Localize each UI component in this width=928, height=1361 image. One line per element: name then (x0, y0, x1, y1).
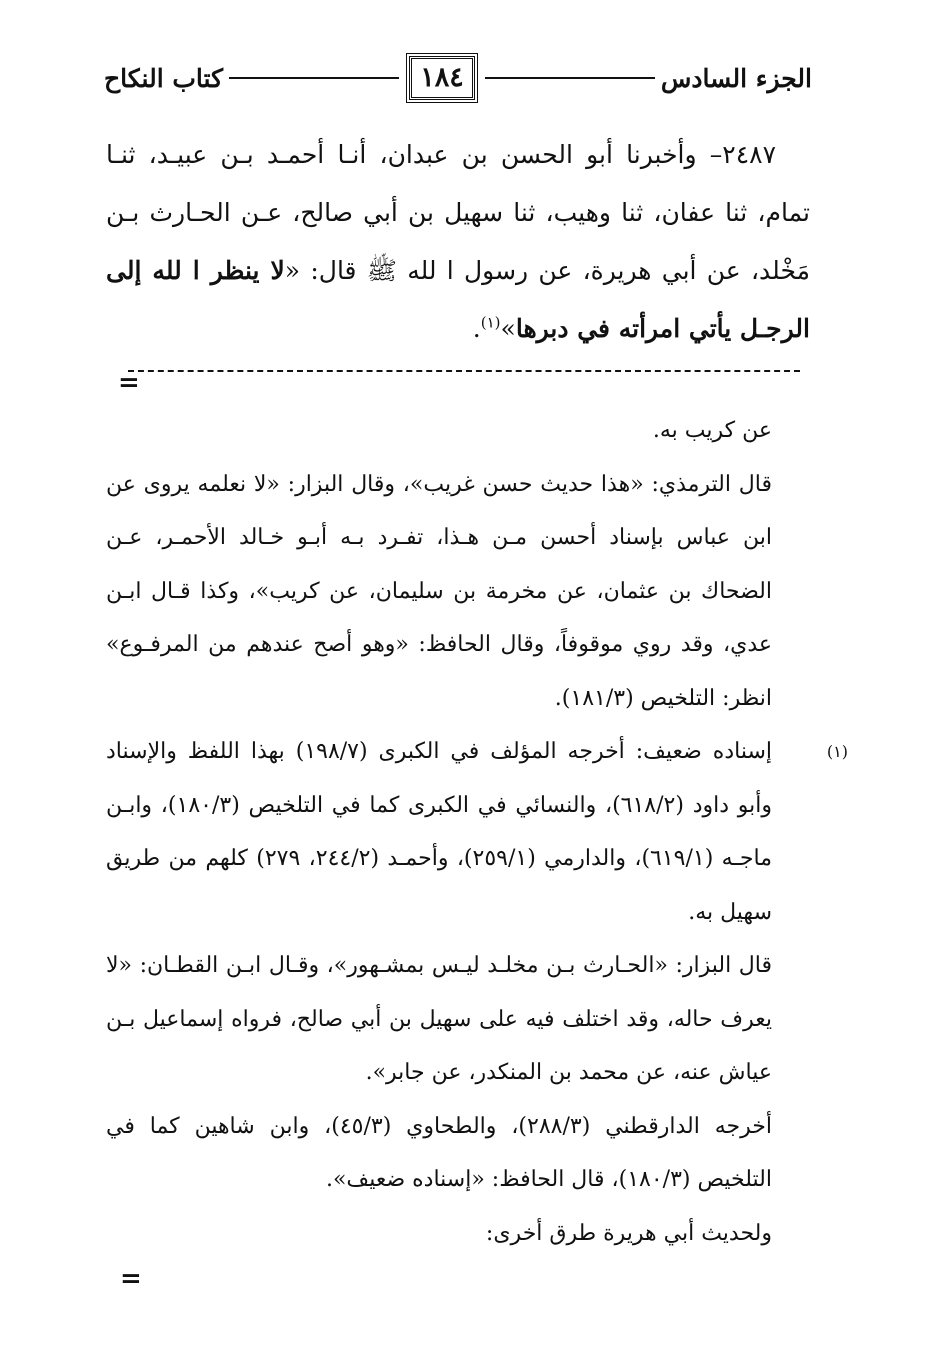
footnote-reference: (١) (480, 313, 501, 332)
hadith-text (106, 126, 810, 358)
footnote-1-paragraph: أخرجه الدارقطني (٢٨٨/٣)، والطحاوي (٤٥/٣)، وابن شاهين كما في التلخيص (١٨٠/٣)، قال الحافظ: «إسناده ضعيف». (106, 1113, 772, 1192)
continuation-mark: = (120, 1264, 142, 1294)
hadith-isnad: وأخبرنا أبو الحسن بن عبدان، أنـا أحمـد بـن عبيـد، ثنـا تمام، ثنا عفان، ثنا وهيب، ثنا سهيل بن أبي صالح، عـن الحـارث بـن مَخْلد، عن أبي هريرة، عن رسول ا لله ﷺ قال: « (106, 140, 810, 285)
hadith-matn: لا ينظر ا لله إلى الرجـل يأتي امرأته في دبرها (106, 256, 810, 343)
footnote-1 (106, 725, 849, 939)
hadith-number: ٢٤٨٧– (709, 140, 776, 169)
quote-close: » (500, 314, 516, 343)
footnote-1-paragraph: ولحديث أبي هريرة طرق أخرى: (485, 1220, 772, 1246)
footnotes (106, 404, 849, 1260)
footnote-continuation-line: عن كريب به. (652, 418, 772, 443)
footnote-1-paragraph: قال البزار: «الحـارث بـن مخلـد ليـس بمشـهور»، وقـال ابـن القطـان: «لا يعرف حاله، وقد اختلف فيه على سهيل بن أبي صالح، فرواه إسماعيل بـن عياش عنه، عن محمد بن المنكدر، عن جابر». (106, 953, 772, 1085)
volume-title: الجزء السادس (660, 63, 812, 93)
book-title: كتاب النكاح (104, 63, 223, 93)
footnote-1-paragraph: إسناده ضعيف: أخرجه المؤلف في الكبرى (١٩٨/٧) بهذا اللفظ والإسناد وأبو داود (٦١٨/٢)، والنسائي في الكبرى كما في التلخيص (١٨٠/٣)، وابـن ماجـه (٦١٩/١)، والدارمي (٢٥٩/١)، وأحمـد (٢٤٤/٢، ٢٧٩) كلهم من طريق سهيل به. (106, 739, 773, 925)
header-rule (485, 77, 655, 79)
hadith-end: . (472, 314, 481, 343)
page-number: ١٨٤ (409, 56, 475, 100)
footnote-1-label: (١) (826, 742, 849, 761)
continuation-mark: = (118, 368, 140, 398)
running-header (104, 52, 812, 104)
header-rule (229, 77, 399, 79)
footnote-separator (128, 370, 800, 372)
footnote-continuation-paragraph: قال الترمذي: «هذا حديث حسن غريب»، وقال البزار: «لا نعلمه يروى عن ابن عباس بإسناد أحسن مـن هـذا، تفـرد بـه أبـو خـالد الأحمـر، عـن الضحاك بن عثمان، عن مخرمة بن سليمان، عن كريب»، وكذا قـال ابـن عدي، وقد روي موقوفاً، وقال الحافظ: «وهو أصح عندهم من المرفـوع» انظر: التلخيص (١٨١/٣). (106, 471, 772, 711)
